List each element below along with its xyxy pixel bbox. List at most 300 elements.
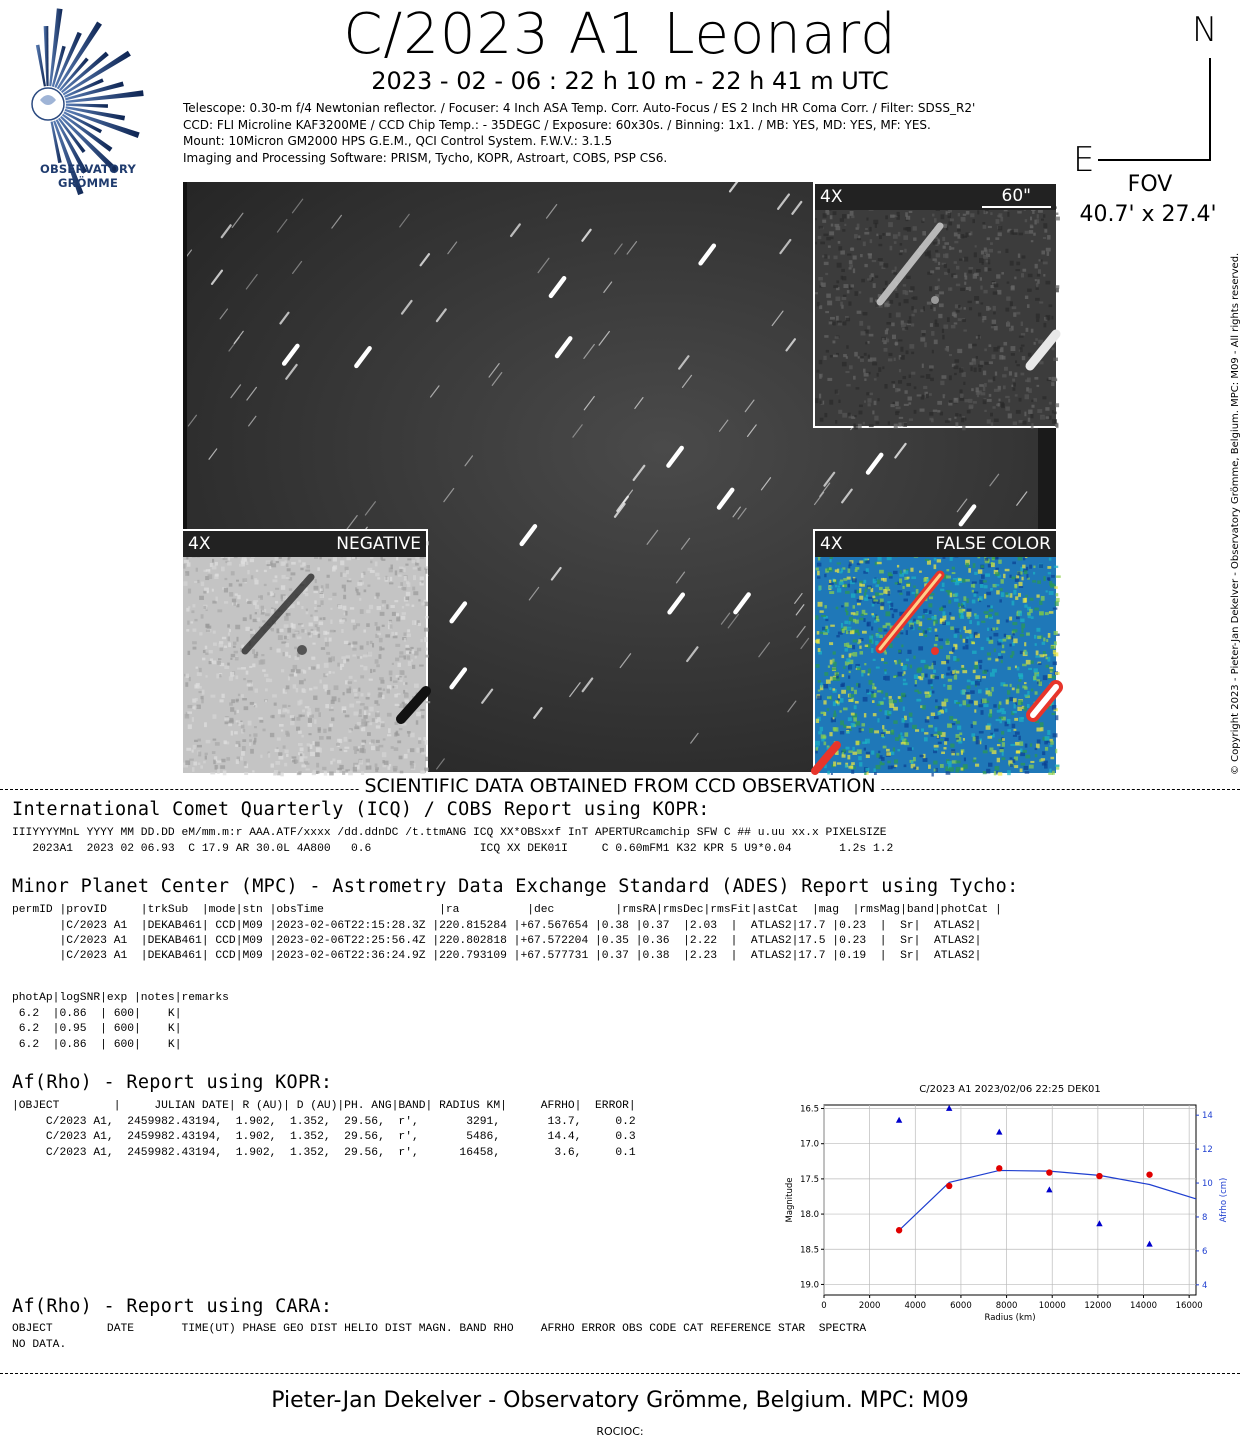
y2-axis-label: Afrho (cm) (1219, 1177, 1229, 1223)
noise-pixel (888, 591, 890, 596)
noise-pixel (1007, 230, 1009, 233)
noise-pixel (1007, 321, 1009, 326)
noise-pixel (965, 692, 970, 695)
noise-pixel (230, 658, 232, 660)
noise-pixel (394, 747, 399, 751)
noise-pixel (306, 768, 310, 770)
noise-pixel (933, 661, 936, 665)
noise-pixel (939, 291, 944, 294)
noise-pixel (984, 594, 986, 599)
noise-pixel (272, 694, 277, 697)
noise-pixel (199, 668, 202, 673)
noise-pixel (835, 672, 838, 676)
noise-pixel (934, 727, 937, 731)
noise-pixel (971, 388, 974, 391)
noise-pixel (872, 410, 874, 414)
noise-pixel (962, 579, 966, 583)
noise-pixel (847, 290, 850, 293)
noise-pixel (215, 742, 220, 746)
noise-pixel (1012, 577, 1016, 580)
noise-pixel (898, 380, 902, 384)
noise-pixel (857, 311, 862, 314)
noise-pixel (1036, 650, 1039, 655)
noise-pixel (1025, 296, 1028, 299)
noise-pixel (349, 704, 354, 708)
noise-pixel (886, 716, 889, 719)
noise-pixel (867, 398, 871, 403)
noise-pixel (846, 643, 849, 647)
noise-pixel (985, 561, 990, 564)
noise-pixel (421, 752, 426, 755)
noise-pixel (866, 689, 869, 693)
noise-pixel (1039, 361, 1043, 364)
noise-pixel (848, 750, 852, 752)
noise-pixel (905, 212, 908, 217)
noise-pixel (213, 739, 217, 741)
noise-pixel (333, 557, 337, 561)
noise-pixel (194, 619, 197, 621)
noise-pixel (1033, 676, 1036, 680)
noise-pixel (192, 717, 194, 722)
noise-pixel (298, 560, 301, 563)
noise-pixel (402, 612, 406, 615)
noise-pixel (334, 685, 339, 690)
noise-pixel (911, 306, 913, 310)
magnitude-point (1046, 1169, 1052, 1175)
noise-pixel (1035, 279, 1037, 281)
noise-pixel (416, 720, 418, 724)
noise-pixel (366, 623, 370, 627)
noise-pixel (372, 643, 374, 647)
noise-pixel (897, 672, 902, 677)
noise-pixel (909, 418, 913, 420)
noise-pixel (973, 760, 977, 762)
noise-pixel (878, 751, 880, 753)
noise-pixel (1022, 565, 1025, 569)
noise-pixel (889, 300, 893, 304)
noise-pixel (1017, 312, 1021, 315)
noise-pixel (1009, 617, 1012, 621)
noise-pixel (924, 737, 928, 741)
noise-pixel (360, 645, 364, 649)
noise-pixel (884, 629, 888, 631)
noise-pixel (903, 599, 908, 602)
noise-pixel (192, 641, 197, 644)
noise-pixel (837, 585, 840, 587)
noise-pixel (239, 584, 243, 587)
noise-pixel (984, 267, 987, 271)
noise-pixel (900, 250, 903, 252)
noise-pixel (413, 591, 418, 595)
noise-pixel (199, 596, 204, 600)
noise-pixel (426, 566, 428, 569)
noise-pixel (833, 285, 838, 288)
noise-pixel (358, 714, 362, 716)
noise-pixel (922, 333, 925, 336)
noise-pixel (357, 656, 360, 659)
noise-pixel (375, 719, 377, 723)
noise-pixel (967, 598, 969, 603)
noise-pixel (979, 384, 984, 387)
noise-pixel (856, 741, 860, 746)
noise-pixel (266, 560, 270, 564)
noise-pixel (1029, 609, 1033, 613)
noise-pixel (241, 561, 245, 565)
noise-pixel (942, 335, 944, 340)
noise-pixel (848, 699, 852, 702)
noise-pixel (1025, 394, 1029, 399)
noise-pixel (982, 670, 987, 674)
noise-pixel (297, 602, 300, 605)
noise-pixel (863, 312, 868, 315)
noise-pixel (1005, 249, 1008, 253)
noise-pixel (274, 703, 277, 706)
noise-pixel (815, 242, 817, 245)
noise-pixel (825, 273, 828, 275)
noise-pixel (242, 698, 247, 700)
noise-pixel (956, 284, 960, 286)
noise-pixel (966, 694, 970, 699)
noise-pixel (270, 733, 274, 737)
noise-pixel (842, 749, 845, 753)
noise-pixel (245, 627, 249, 631)
noise-pixel (1013, 735, 1017, 737)
noise-pixel (943, 394, 946, 396)
noise-pixel (982, 316, 986, 320)
noise-pixel (1010, 655, 1013, 658)
noise-pixel (1011, 636, 1013, 639)
noise-pixel (1020, 619, 1024, 623)
noise-pixel (251, 575, 253, 579)
noise-pixel (815, 398, 818, 403)
noise-pixel (1036, 679, 1040, 681)
noise-pixel (873, 358, 876, 361)
noise-pixel (1028, 668, 1032, 670)
noise-pixel (934, 676, 938, 679)
noise-pixel (1001, 651, 1005, 653)
noise-pixel (1036, 744, 1040, 749)
noise-pixel (829, 580, 831, 583)
noise-pixel (988, 259, 990, 264)
noise-pixel (904, 732, 908, 736)
noise-pixel (855, 569, 858, 572)
noise-pixel (994, 389, 999, 392)
noise-pixel (1030, 414, 1033, 418)
noise-pixel (254, 578, 257, 582)
noise-pixel (823, 700, 826, 704)
noise-pixel (421, 715, 424, 718)
noise-pixel (371, 739, 375, 743)
magnitude-point (996, 1165, 1002, 1171)
noise-pixel (983, 580, 987, 582)
noise-pixel (898, 660, 901, 664)
noise-pixel (979, 596, 983, 600)
noise-pixel (286, 754, 288, 757)
noise-pixel (985, 745, 987, 749)
noise-pixel (890, 603, 893, 607)
noise-pixel (993, 312, 996, 315)
noise-pixel (995, 572, 999, 576)
noise-pixel (916, 699, 921, 702)
noise-pixel (406, 604, 410, 607)
noise-pixel (1003, 639, 1007, 642)
noise-pixel (401, 671, 405, 675)
noise-pixel (1031, 329, 1034, 333)
noise-pixel (998, 560, 1001, 564)
noise-pixel (1027, 378, 1031, 383)
noise-pixel (889, 696, 892, 699)
noise-pixel (835, 336, 839, 339)
noise-pixel (1045, 736, 1050, 741)
noise-pixel (236, 741, 241, 744)
noise-pixel (1035, 338, 1038, 341)
noise-pixel (909, 344, 914, 349)
noise-pixel (931, 616, 936, 620)
noise-pixel (1035, 748, 1038, 750)
noise-pixel (405, 648, 409, 650)
noise-pixel (1035, 691, 1038, 694)
x-axis-label: Radius (km) (984, 1313, 1036, 1323)
noise-pixel (894, 765, 897, 767)
noise-pixel (275, 601, 278, 604)
noise-pixel (195, 698, 198, 701)
noise-pixel (1011, 346, 1016, 351)
noise-pixel (197, 745, 202, 748)
noise-pixel (834, 710, 836, 713)
noise-pixel (866, 568, 869, 572)
noise-pixel (946, 655, 950, 659)
noise-pixel (833, 256, 837, 260)
noise-pixel (927, 302, 932, 305)
noise-pixel (262, 729, 265, 732)
noise-pixel (306, 565, 310, 568)
noise-pixel (185, 674, 189, 678)
noise-pixel (189, 677, 191, 681)
noise-pixel (1036, 385, 1039, 387)
noise-pixel (1056, 213, 1058, 215)
noise-pixel (913, 619, 916, 622)
noise-pixel (254, 726, 257, 728)
noise-pixel (937, 410, 940, 412)
noise-pixel (818, 731, 822, 734)
noise-pixel (859, 618, 863, 621)
noise-pixel (974, 592, 979, 594)
noise-pixel (914, 410, 917, 414)
noise-pixel (974, 701, 978, 706)
noise-pixel (832, 688, 835, 690)
noise-pixel (187, 711, 192, 713)
noise-pixel (849, 260, 853, 264)
noise-pixel (851, 723, 855, 727)
noise-pixel (853, 652, 858, 657)
noise-pixel (984, 585, 988, 588)
noise-pixel (289, 655, 291, 658)
noise-pixel (886, 328, 889, 330)
noise-pixel (903, 284, 906, 286)
noise-pixel (970, 690, 975, 694)
noise-pixel (1039, 681, 1042, 686)
noise-pixel (823, 234, 828, 237)
y-tick-label: 17.5 (800, 1174, 819, 1185)
noise-pixel (1026, 574, 1028, 579)
noise-pixel (837, 562, 841, 564)
noise-pixel (959, 732, 962, 735)
noise-pixel (234, 651, 238, 654)
science-title-text: SCIENTIFIC DATA OBTAINED FROM CCD OBSERVATION (360, 775, 879, 797)
noise-pixel (1029, 565, 1032, 569)
noise-pixel (823, 356, 826, 360)
noise-pixel (967, 609, 972, 612)
noise-pixel (929, 255, 932, 259)
noise-pixel (192, 767, 195, 772)
noise-pixel (407, 629, 410, 632)
noise-pixel (399, 655, 404, 657)
noise-pixel (887, 761, 890, 764)
noise-pixel (270, 647, 273, 650)
noise-pixel (1039, 301, 1043, 303)
noise-pixel (391, 632, 394, 636)
noise-pixel (1028, 274, 1033, 277)
noise-pixel (376, 626, 380, 630)
noise-pixel (284, 624, 289, 628)
noise-pixel (426, 655, 429, 658)
noise-pixel (1002, 374, 1006, 377)
noise-pixel (201, 699, 204, 704)
logo-ray (66, 104, 108, 108)
noise-pixel (963, 626, 966, 630)
noise-pixel (317, 627, 320, 632)
noise-pixel (407, 582, 410, 587)
noise-pixel (858, 756, 862, 760)
noise-pixel (315, 742, 320, 747)
noise-pixel (938, 314, 942, 318)
noise-pixel (962, 319, 966, 322)
noise-pixel (863, 242, 866, 247)
noise-pixel (938, 279, 940, 282)
noise-pixel (901, 323, 906, 328)
noise-pixel (286, 577, 290, 579)
noise-pixel (246, 562, 249, 565)
noise-pixel (377, 577, 380, 579)
noise-pixel (339, 749, 342, 751)
noise-pixel (408, 661, 412, 666)
noise-pixel (230, 707, 234, 712)
noise-pixel (227, 637, 230, 641)
noise-pixel (354, 750, 357, 754)
noise-pixel (300, 565, 304, 568)
noise-pixel (954, 261, 957, 264)
noise-pixel (829, 586, 833, 588)
noise-pixel (1026, 632, 1030, 635)
noise-pixel (972, 344, 977, 346)
noise-pixel (961, 768, 964, 771)
noise-pixel (980, 286, 982, 290)
noise-pixel (328, 598, 332, 600)
noise-pixel (899, 578, 902, 583)
noise-pixel (279, 724, 284, 727)
noise-pixel (868, 355, 870, 359)
noise-pixel (961, 665, 964, 668)
noise-pixel (342, 619, 345, 621)
noise-pixel (998, 704, 1000, 709)
noise-pixel (364, 710, 366, 715)
noise-pixel (275, 761, 280, 765)
noise-pixel (901, 663, 903, 666)
noise-pixel (841, 690, 846, 694)
noise-pixel (1016, 262, 1020, 266)
noise-pixel (973, 737, 976, 742)
noise-pixel (413, 567, 417, 569)
noise-pixel (845, 764, 848, 767)
noise-pixel (994, 326, 998, 330)
noise-pixel (236, 700, 239, 703)
noise-pixel (331, 707, 333, 709)
noise-pixel (397, 740, 401, 743)
noise-pixel (1055, 715, 1058, 720)
noise-pixel (404, 576, 407, 581)
noise-pixel (286, 563, 288, 567)
noise-pixel (886, 731, 890, 734)
noise-pixel (1055, 217, 1059, 221)
noise-pixel (882, 338, 885, 342)
noise-pixel (904, 423, 907, 426)
noise-pixel (923, 578, 927, 582)
noise-pixel (900, 570, 902, 574)
noise-pixel (368, 713, 370, 716)
noise-pixel (1006, 635, 1011, 639)
noise-pixel (829, 400, 833, 405)
noise-pixel (846, 731, 850, 734)
noise-pixel (212, 660, 216, 664)
noise-pixel (1037, 739, 1041, 744)
noise-pixel (330, 620, 332, 624)
noise-pixel (878, 367, 881, 372)
noise-pixel (963, 214, 966, 216)
x-tick-label: 0 (821, 1301, 827, 1311)
noise-pixel (895, 267, 897, 270)
y-tick-label: 18.5 (800, 1245, 819, 1256)
noise-pixel (307, 708, 310, 711)
logo-burst-icon (8, 14, 168, 164)
noise-pixel (366, 641, 369, 645)
noise-pixel (847, 755, 850, 760)
noise-pixel (1007, 212, 1009, 217)
noise-pixel (984, 383, 987, 387)
noise-pixel (222, 637, 226, 639)
afrho-kopr-row: C/2023 A1, 2459982.43194, 1.902, 1.352, 29.56, r', 3291, 13.7, 0.2 (12, 1116, 636, 1128)
noise-pixel (940, 381, 944, 385)
noise-pixel (907, 747, 912, 750)
noise-pixel (962, 418, 966, 421)
noise-pixel (842, 629, 845, 633)
noise-pixel (854, 234, 858, 238)
noise-pixel (426, 541, 429, 545)
noise-pixel (209, 650, 213, 653)
noise-pixel (315, 708, 320, 712)
noise-pixel (281, 585, 285, 590)
noise-pixel (821, 738, 824, 741)
noise-pixel (943, 684, 945, 687)
noise-pixel (910, 625, 913, 630)
noise-pixel (231, 699, 235, 703)
noise-pixel (833, 322, 836, 326)
noise-pixel (925, 694, 930, 697)
noise-pixel (920, 337, 925, 341)
noise-pixel (820, 727, 823, 731)
noise-pixel (309, 688, 312, 691)
noise-pixel (899, 253, 903, 255)
noise-pixel (409, 652, 411, 654)
